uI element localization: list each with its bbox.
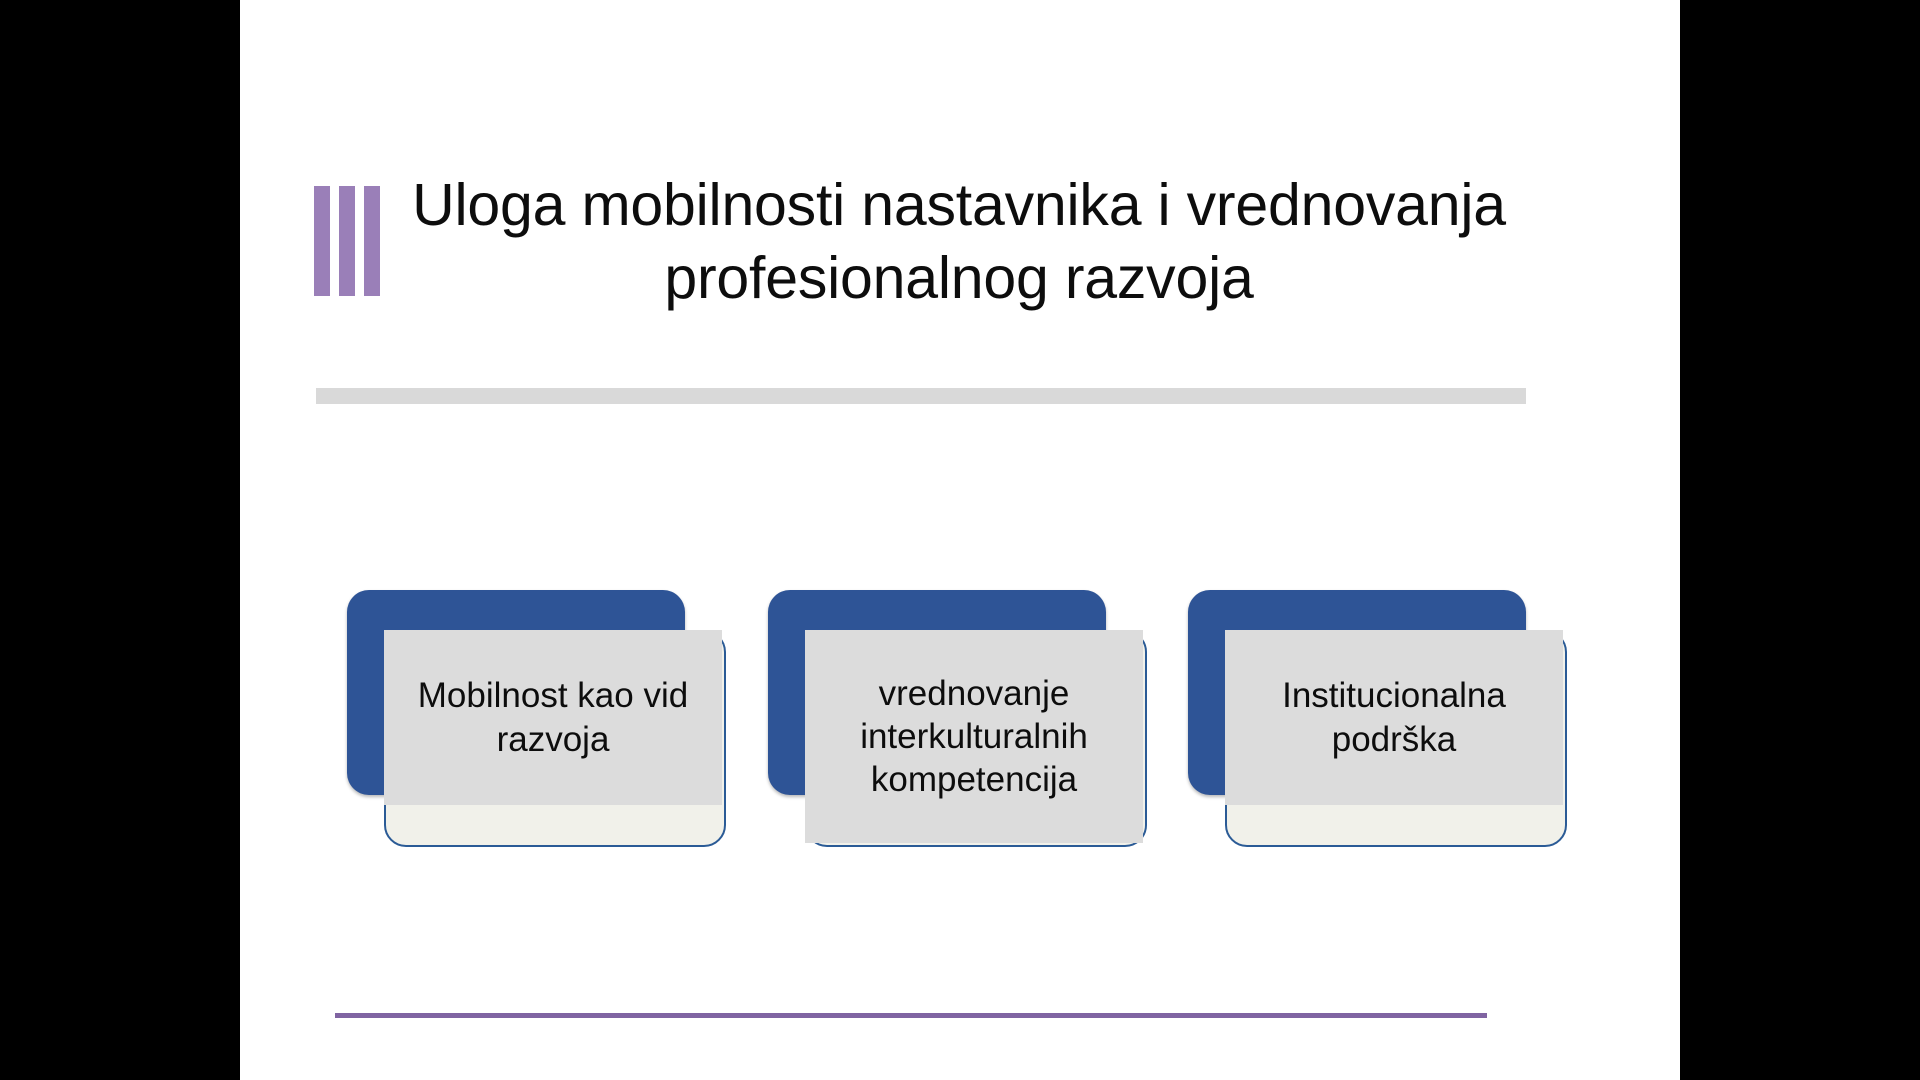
accent-bar-1 xyxy=(314,186,330,296)
bottom-accent-rule xyxy=(335,1013,1487,1018)
slide-canvas xyxy=(240,0,1680,1080)
title-underline-bar xyxy=(316,388,1526,404)
concept-boxes-row xyxy=(240,590,1680,860)
slide-title: Uloga mobilnosti nastavnika i vrednovanja profesionalnog razvoja xyxy=(412,171,1506,311)
concept-box-3-label: Institucionalna podrška xyxy=(1225,630,1563,805)
title-block xyxy=(314,112,1526,394)
accent-bar-3 xyxy=(364,186,380,296)
accent-bars-decoration xyxy=(314,186,380,296)
concept-box-2[interactable] xyxy=(768,590,1116,850)
concept-box-2-label: vrednovanje interkulturalnih kompetencija xyxy=(805,630,1143,843)
accent-bar-2 xyxy=(339,186,355,296)
concept-box-3[interactable] xyxy=(1188,590,1536,850)
concept-box-1-label: Mobilnost kao vid razvoja xyxy=(384,630,722,805)
concept-box-1[interactable] xyxy=(347,590,695,850)
